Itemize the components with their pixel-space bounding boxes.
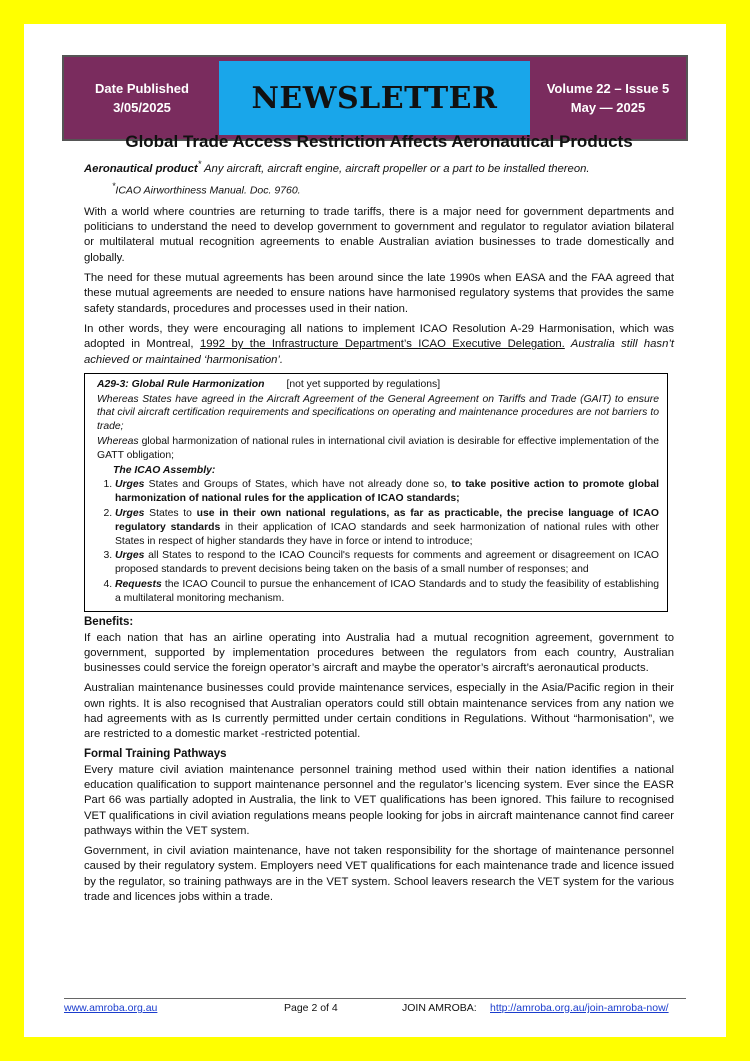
- assembly-heading-text: The ICAO Assembly:: [113, 464, 216, 476]
- resolution-title: A29-3: Global Rule Harmonization: [97, 378, 265, 390]
- newsletter-header: [64, 57, 686, 139]
- whereas-2-lead: Whereas: [97, 436, 139, 448]
- item-lead: Urges: [115, 508, 145, 519]
- resolution-header: [97, 378, 659, 392]
- page-footer: [64, 998, 686, 1014]
- article-paragraph-1: With a world where countries are returning to trade tariffs, there is a major need for government departments and politicians to understand the need to develop government to government and regulator to regulator aviation bilateral or multilateral mutual recognition agreements to enable Australian aviation businesses to trade domestically and globally.: [84, 205, 674, 264]
- resolution-item: [115, 507, 659, 548]
- item-lead: Urges: [115, 550, 145, 562]
- definition-line: [84, 156, 674, 177]
- issue-month: May — 2025: [570, 100, 646, 115]
- benefits-heading: Benefits:: [84, 615, 134, 628]
- whereas-2-text: global harmonization of national rules in international civil aviation is desirable for effective implementation of the GATT obligation;: [97, 436, 659, 461]
- item-text: States and Groups of States, which have not already done so,: [144, 479, 452, 491]
- resolution-note: [not yet supported by regulations]: [286, 378, 441, 390]
- page-number: Page 2 of 4: [284, 1002, 338, 1014]
- resolution-item: [115, 549, 659, 577]
- whereas-1: [97, 393, 659, 434]
- article-title: Global Trade Access Restriction Affects Aeronautical Products: [125, 132, 633, 151]
- item-bold: to take positive action to promote global harmonization of national rules for the application of ICAO standards;: [115, 479, 659, 505]
- whereas-1-text: States have agreed in the Aircraft Agreement of the General Agreement on Tariffs and Trade (GAIT) to ensure that civil aircraft certification requirements and specifications on operating and maintenance procedures are not barriers to trade;: [97, 393, 659, 433]
- volume-issue-box: [534, 61, 682, 135]
- definition-ref-text: ICAO Airworthiness Manual. Doc. 9760.: [115, 184, 301, 197]
- date-published-box: [68, 61, 216, 135]
- newsletter-title: NEWSLETTER: [219, 61, 530, 135]
- definition-reference: [112, 179, 674, 199]
- item-bold: use in their own national regulations, as far as practicable, the precise language of ICAO regulatory standards: [115, 508, 659, 533]
- date-published-label: Date Published: [95, 81, 189, 96]
- training-paragraph-1: Every mature civil aviation maintenance personnel training method used within their nation identifies a national education qualification to support maintenance personnel and the regulator’s licencing system. Ever since the EASR Part 66 was partially adopted in Australia, the link to VET qualifications has been ignored. This failure to recognised VET qualifications in civil aviation regulations means people looking for jobs in aircraft maintenance cannot find career pathways within the VET system.: [84, 763, 674, 837]
- assembly-heading: [113, 464, 659, 478]
- resolution-items: [97, 478, 659, 605]
- item-lead: Urges: [115, 479, 145, 491]
- item-tail: in their application of ICAO standards and seek harmonization of national rules with other States in respect of higher standards they have in force or intend to introduce;: [115, 521, 659, 547]
- training-heading: Formal Training Pathways: [84, 747, 227, 760]
- article-paragraph-3: [84, 322, 674, 368]
- join-label: JOIN AMROBA:: [402, 1002, 477, 1014]
- definition-term: Aeronautical product: [84, 162, 198, 175]
- item-text: all States to respond to the ICAO Council's requests for comments and agreement or disagreement on ICAO proposed standards to prevent decisions being taken on the basis of a small number of responses; and: [115, 550, 659, 576]
- item-text: States to: [144, 508, 197, 519]
- resolution-item: [115, 478, 659, 506]
- website-link[interactable]: www.amroba.org.au: [64, 1002, 158, 1014]
- newsletter-page: [24, 24, 726, 1037]
- join-link[interactable]: http://amroba.org.au/join-amroba-now/: [490, 1002, 669, 1014]
- date-published-value: 3/05/2025: [113, 100, 171, 115]
- article-body: [84, 128, 674, 910]
- article-paragraph-2: The need for these mutual agreements has been around since the late 1990s when EASA and the FAA agreed that these mutual agreements are needed to ensure nations have harmonised regulatory systems that provides the same safety standards, procedures and processes used in their nation.: [84, 272, 674, 315]
- para3-text-b: Australia still hasn’t achieved or maintained ‘harmonisation’.: [84, 338, 674, 366]
- whereas-2: [97, 435, 659, 463]
- item-lead: Requests: [115, 578, 162, 590]
- benefits-paragraph-1: If each nation that has an airline operating into Australia had a mutual recognition agreement, government to government, supported by implementation procedures between the regulators from each country, Australian businesses could service the foreign operator’s aircraft and maybe the operator’s aircraft’s aeronautical products.: [84, 631, 674, 675]
- training-paragraph-2: Government, in civil aviation maintenance, have not taken responsibility for the shortage of maintenance personnel caused by their regulatory system. Employers need VET qualifications for each maintenance trade and licence issued by the regulator, so training pathways are in the VET system. School leavers research the VET system for the various trade and licences jobs within a trade.: [84, 845, 674, 904]
- definition-text: Any aircraft, aircraft engine, aircraft propeller or a part to be installed thereon.: [201, 162, 590, 175]
- volume-issue: Volume 22 – Issue 5: [546, 81, 670, 96]
- benefits-paragraph-2: Australian maintenance businesses could provide maintenance services, especially in the Asia/Pacific region in their own rights. It is also recognised that Australian operators could still obtain maintenance services from any nation we had agreements with as Is currently permitted under certain conditions in Regulations. Without “harmonisation”, we are restricted to a domestic market -restricted potential.: [84, 682, 674, 741]
- para3-text-a: In other words, they were encouraging all nations to implement ICAO Resolution A-29 Harmonisation, which was adopted in Montreal,: [84, 322, 674, 351]
- para3-underlined: 1992 by the Infrastructure Department’s ICAO Executive Delegation.: [199, 338, 565, 351]
- resolution-item: [115, 578, 659, 606]
- definition-mark: *: [197, 158, 202, 169]
- definition-ref-mark: *: [112, 181, 116, 192]
- item-text: the ICAO Council to pursue the enhancement of ICAO Standards and to study the feasibility of establishing a multilateral monitoring mechanism.: [115, 578, 659, 604]
- resolution-box: [84, 373, 668, 612]
- whereas-1-lead: Whereas: [97, 393, 139, 405]
